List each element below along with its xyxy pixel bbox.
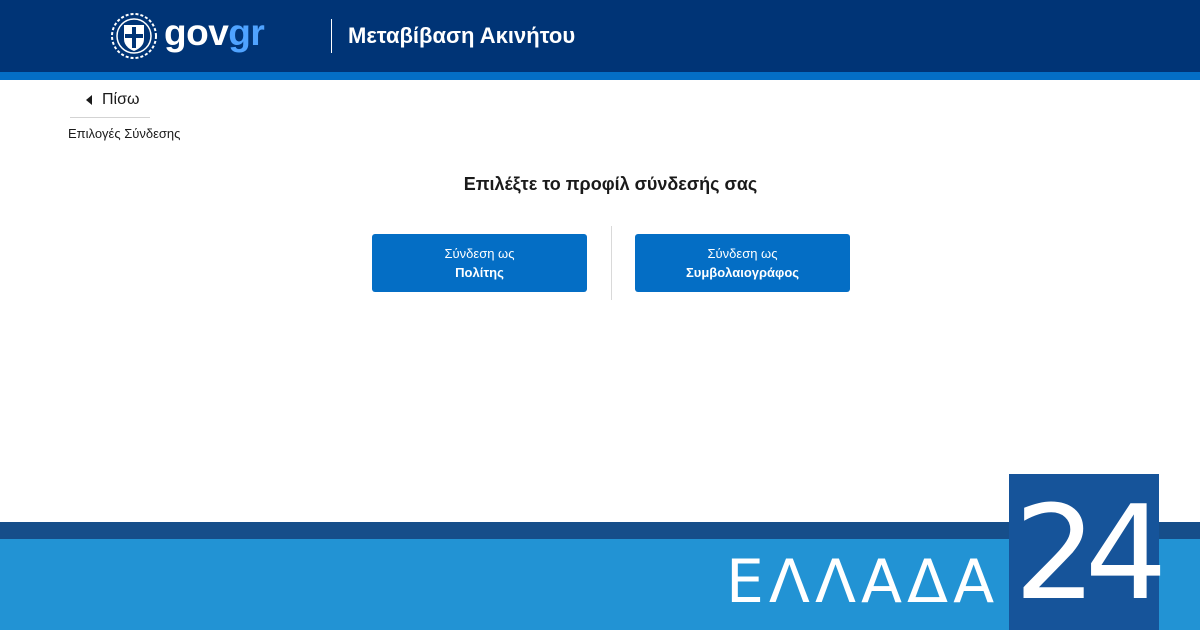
service-title: Μεταβίβαση Ακινήτου	[348, 23, 576, 48]
breadcrumb: Επιλογές Σύνδεσης	[68, 126, 181, 141]
login-citizen-line1: Σύνδεση ως	[444, 246, 515, 261]
govgr-logo[interactable]	[164, 10, 264, 56]
banner-number: 24	[1014, 477, 1156, 629]
back-link-underline	[70, 117, 150, 118]
login-notary-line2: Συμβολαιογράφος	[685, 265, 800, 280]
back-link[interactable]	[86, 88, 139, 112]
site-header	[0, 0, 1200, 72]
back-label: Πίσω	[102, 91, 140, 108]
greek-coat-of-arms-icon[interactable]	[111, 13, 157, 59]
login-citizen-button[interactable]	[372, 234, 587, 292]
button-divider	[611, 226, 612, 300]
login-notary-button[interactable]	[635, 234, 850, 292]
caret-left-icon	[86, 95, 93, 105]
page-title: Επιλέξτε το προφίλ σύνδεσής σας	[463, 174, 758, 194]
logo-gr: gr	[228, 12, 265, 53]
banner-wordmark: ΕΛΛΑΔΑ	[726, 547, 1000, 617]
header-divider	[331, 19, 332, 53]
login-citizen-line2: Πολίτης	[455, 265, 504, 280]
header-accent-strip	[0, 72, 1200, 80]
logo-gov: gov	[164, 12, 229, 53]
login-notary-line1: Σύνδεση ως	[707, 246, 778, 261]
